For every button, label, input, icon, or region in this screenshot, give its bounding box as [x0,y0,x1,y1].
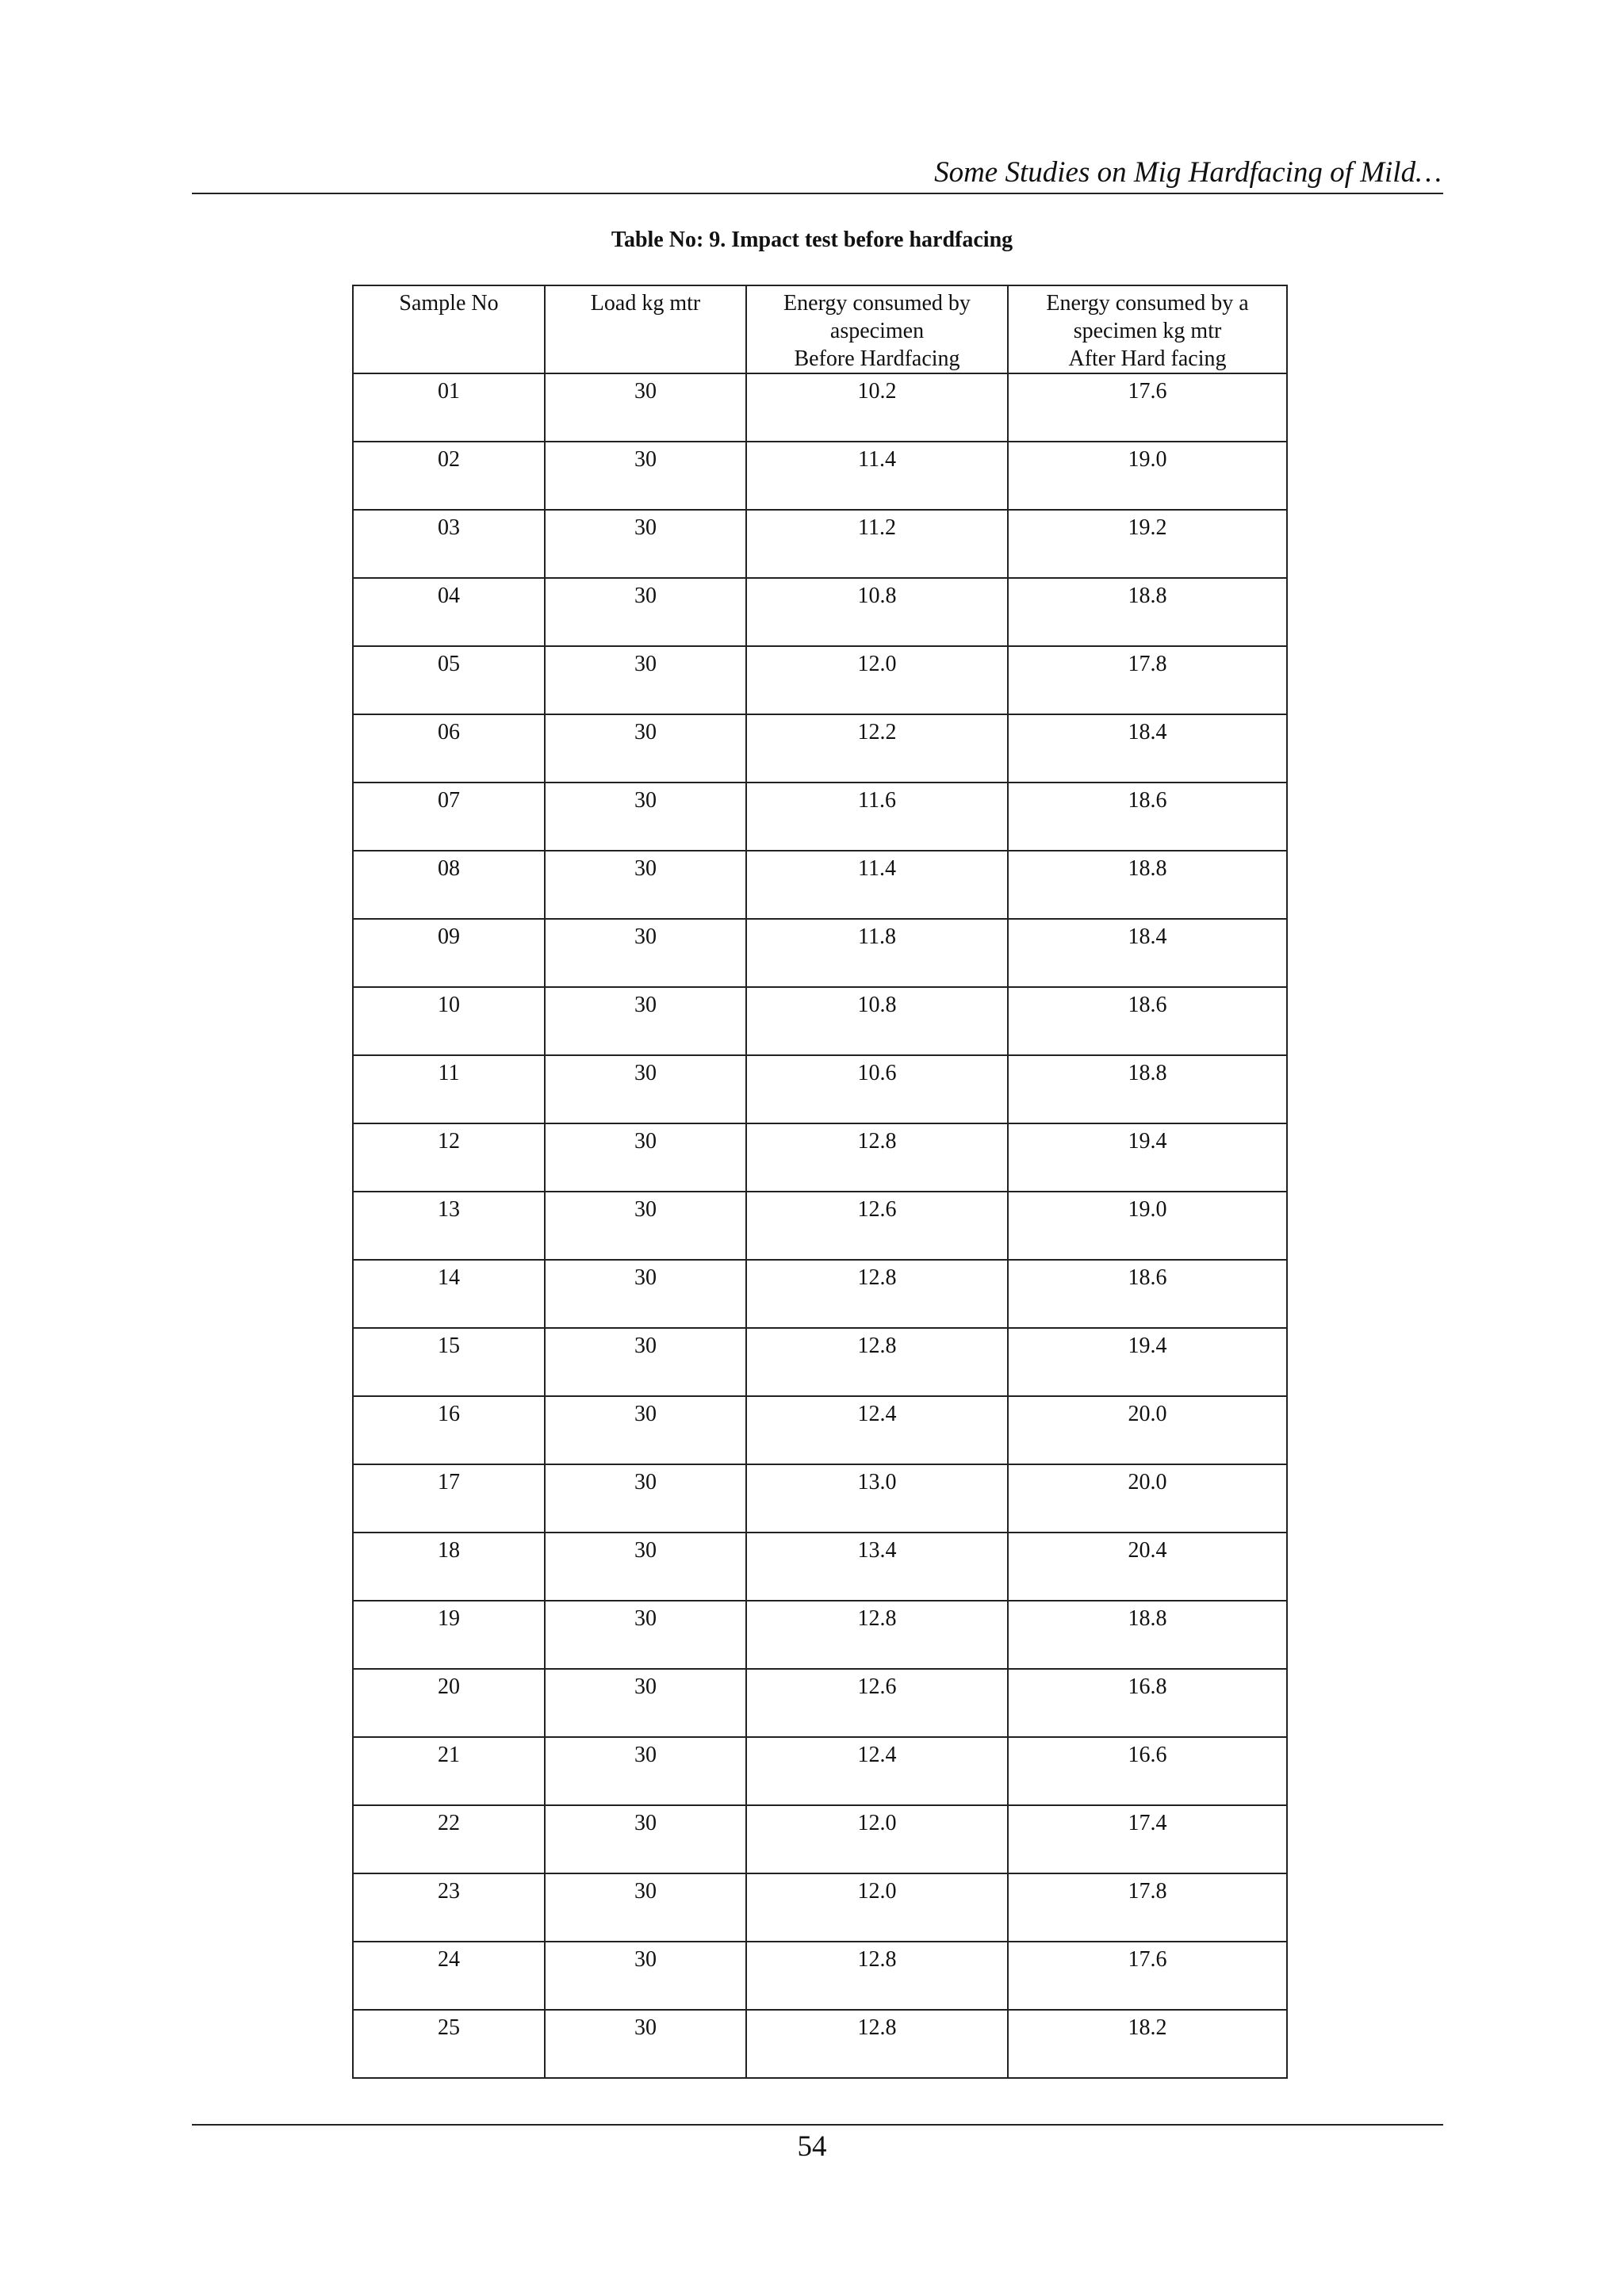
cell-load: 30 [545,1123,746,1192]
cell-energy-before: 10.8 [746,987,1008,1055]
cell-sample-no: 19 [353,1601,545,1669]
cell-load: 30 [545,1669,746,1737]
table-row [353,1464,1287,1533]
table-row [353,578,1287,646]
cell-energy-before: 12.8 [746,1942,1008,2010]
cell-load: 30 [545,1464,746,1533]
cell-energy-after: 17.4 [1008,1805,1287,1873]
table-row [353,1260,1287,1328]
cell-sample-no: 08 [353,851,545,919]
cell-sample-no: 14 [353,1260,545,1328]
cell-load: 30 [545,1873,746,1942]
cell-sample-no: 20 [353,1669,545,1737]
cell-sample-no: 11 [353,1055,545,1123]
cell-load: 30 [545,2010,746,2078]
cell-energy-before: 13.0 [746,1464,1008,1533]
cell-sample-no: 04 [353,578,545,646]
cell-energy-before: 12.6 [746,1669,1008,1737]
page-number: 54 [797,2130,827,2163]
header-energy-after-line-1: Energy consumed by a [1046,291,1249,316]
header-load-text: Load kg mtr [590,291,701,316]
cell-sample-no: 09 [353,919,545,987]
cell-load: 30 [545,1601,746,1669]
table-row [353,1328,1287,1396]
cell-energy-before: 11.4 [746,851,1008,919]
cell-energy-after: 18.6 [1008,783,1287,851]
header-energy-before-line-2: aspecimen [829,319,925,343]
table-row [353,1805,1287,1873]
cell-load: 30 [545,1328,746,1396]
table-row [353,1533,1287,1601]
running-head-title: Some Studies on Mig Hardfacing of Mild… [934,156,1442,189]
cell-load: 30 [545,1396,746,1464]
cell-sample-no: 23 [353,1873,545,1942]
cell-energy-after: 19.0 [1008,442,1287,510]
header-load [545,285,746,373]
cell-sample-no: 25 [353,2010,545,2078]
cell-energy-after: 19.4 [1008,1123,1287,1192]
cell-sample-no: 03 [353,510,545,578]
cell-energy-after: 18.8 [1008,1601,1287,1669]
cell-energy-before: 12.0 [746,646,1008,714]
cell-energy-before: 12.4 [746,1396,1008,1464]
cell-sample-no: 06 [353,714,545,783]
cell-energy-before: 10.8 [746,578,1008,646]
cell-load: 30 [545,1533,746,1601]
cell-sample-no: 02 [353,442,545,510]
cell-sample-no: 07 [353,783,545,851]
cell-load: 30 [545,646,746,714]
header-divider [192,193,1443,194]
cell-sample-no: 22 [353,1805,545,1873]
table-row [353,2010,1287,2078]
table-row [353,510,1287,578]
cell-energy-before: 12.0 [746,1873,1008,1942]
cell-sample-no: 16 [353,1396,545,1464]
cell-energy-before: 12.8 [746,1601,1008,1669]
cell-load: 30 [545,578,746,646]
cell-load: 30 [545,373,746,442]
cell-energy-before: 12.0 [746,1805,1008,1873]
table-row [353,714,1287,783]
cell-load: 30 [545,1192,746,1260]
header-energy-before-line-3: Before Hardfacing [794,346,960,371]
table-row [353,851,1287,919]
cell-energy-after: 17.8 [1008,1873,1287,1942]
cell-energy-before: 11.4 [746,442,1008,510]
cell-energy-after: 17.8 [1008,646,1287,714]
cell-energy-before: 12.4 [746,1737,1008,1805]
header-energy-after-line-2: specimen kg mtr [1073,319,1222,343]
cell-energy-after: 18.8 [1008,1055,1287,1123]
cell-energy-before: 12.8 [746,1260,1008,1328]
table-row [353,1192,1287,1260]
cell-load: 30 [545,1942,746,2010]
cell-energy-after: 18.4 [1008,919,1287,987]
header-energy-after-line-3: After Hard facing [1068,346,1227,371]
table-row [353,987,1287,1055]
cell-energy-after: 17.6 [1008,1942,1287,2010]
cell-energy-after: 17.6 [1008,373,1287,442]
cell-energy-after: 18.2 [1008,2010,1287,2078]
cell-load: 30 [545,510,746,578]
cell-energy-before: 12.8 [746,1123,1008,1192]
cell-load: 30 [545,919,746,987]
cell-energy-after: 16.6 [1008,1737,1287,1805]
cell-energy-before: 10.6 [746,1055,1008,1123]
cell-energy-before: 13.4 [746,1533,1008,1601]
cell-energy-after: 18.6 [1008,1260,1287,1328]
cell-sample-no: 10 [353,987,545,1055]
header-energy-after [1008,285,1287,373]
table-caption: Table No: 9. Impact test before hardfacing [611,228,1013,252]
cell-energy-after: 19.2 [1008,510,1287,578]
footer-divider [192,2124,1443,2126]
table-row [353,1123,1287,1192]
table-row [353,1669,1287,1737]
cell-sample-no: 05 [353,646,545,714]
table-header-row [353,285,1287,373]
table-row [353,1737,1287,1805]
cell-sample-no: 12 [353,1123,545,1192]
cell-load: 30 [545,1260,746,1328]
cell-energy-before: 10.2 [746,373,1008,442]
cell-energy-after: 20.0 [1008,1464,1287,1533]
cell-energy-after: 18.8 [1008,851,1287,919]
cell-load: 30 [545,442,746,510]
cell-energy-after: 20.4 [1008,1533,1287,1601]
table-row [353,1601,1287,1669]
header-energy-before-line-1: Energy consumed by [783,291,971,316]
cell-energy-before: 11.6 [746,783,1008,851]
cell-load: 30 [545,987,746,1055]
cell-sample-no: 17 [353,1464,545,1533]
cell-sample-no: 01 [353,373,545,442]
header-sample-no [353,285,545,373]
cell-energy-after: 19.4 [1008,1328,1287,1396]
header-energy-before [746,285,1008,373]
cell-energy-before: 12.2 [746,714,1008,783]
cell-load: 30 [545,851,746,919]
impact-test-table [352,285,1288,2079]
table-row [353,646,1287,714]
cell-load: 30 [545,1737,746,1805]
cell-energy-after: 20.0 [1008,1396,1287,1464]
cell-energy-after: 18.6 [1008,987,1287,1055]
cell-load: 30 [545,714,746,783]
cell-sample-no: 24 [353,1942,545,2010]
cell-energy-before: 12.8 [746,1328,1008,1396]
table-row [353,1396,1287,1464]
header-sample-no-text: Sample No [399,291,499,316]
cell-energy-before: 12.6 [746,1192,1008,1260]
cell-load: 30 [545,783,746,851]
cell-energy-after: 16.8 [1008,1669,1287,1737]
table-body [353,373,1287,2078]
table-row [353,1873,1287,1942]
table-row [353,1055,1287,1123]
cell-sample-no: 21 [353,1737,545,1805]
table-row [353,919,1287,987]
table-row [353,442,1287,510]
cell-load: 30 [545,1805,746,1873]
cell-load: 30 [545,1055,746,1123]
cell-energy-before: 12.8 [746,2010,1008,2078]
cell-sample-no: 13 [353,1192,545,1260]
cell-energy-before: 11.2 [746,510,1008,578]
cell-energy-after: 18.4 [1008,714,1287,783]
table-row [353,1942,1287,2010]
cell-sample-no: 18 [353,1533,545,1601]
cell-energy-after: 19.0 [1008,1192,1287,1260]
table-row [353,783,1287,851]
table-row [353,373,1287,442]
cell-sample-no: 15 [353,1328,545,1396]
cell-energy-after: 18.8 [1008,578,1287,646]
cell-energy-before: 11.8 [746,919,1008,987]
